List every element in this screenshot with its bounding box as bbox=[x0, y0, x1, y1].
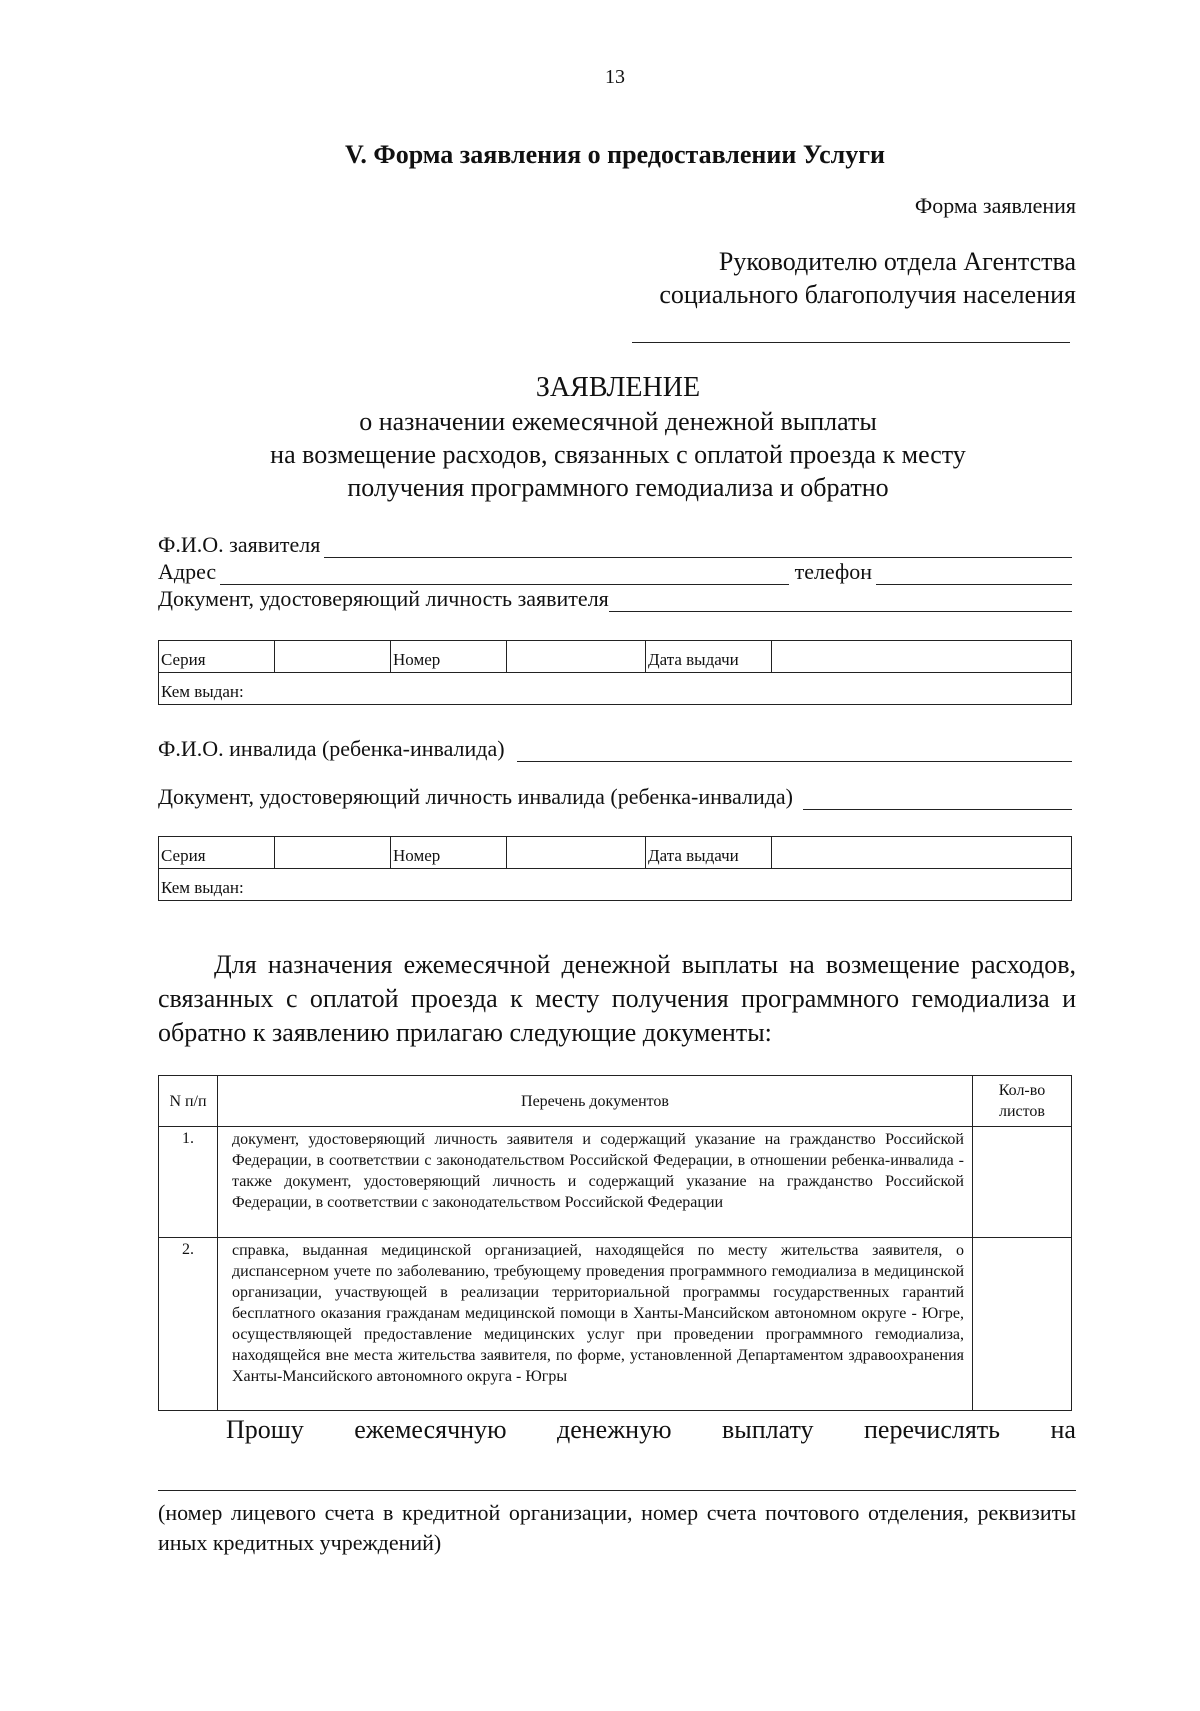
addressee-line-1: Руководителю отдела Агентства bbox=[718, 247, 1076, 276]
table-row bbox=[159, 869, 1072, 901]
series-label: Серия bbox=[159, 837, 275, 869]
row-2-num: 2. bbox=[159, 1238, 218, 1411]
issue-date-cell[interactable] bbox=[772, 641, 1072, 673]
table-row bbox=[159, 837, 1072, 869]
series-label: Серия bbox=[159, 641, 275, 673]
invalid-id-doc-label: Документ, удостоверяющий личность инвалида (ребенка-инвалида) bbox=[158, 784, 794, 809]
table-row bbox=[159, 641, 1072, 673]
request-word-1: Прошу bbox=[226, 1415, 304, 1444]
request-word-5: перечислять bbox=[864, 1415, 1001, 1444]
invalid-name-field[interactable] bbox=[517, 741, 1072, 762]
issue-date-label: Дата выдачи bbox=[646, 641, 772, 673]
row-1-sheets[interactable] bbox=[973, 1127, 1072, 1238]
applicant-id-doc-field[interactable] bbox=[609, 591, 1072, 612]
applicant-id-doc-label: Документ, удостоверяющий личность заявителя bbox=[158, 586, 609, 611]
number-label: Номер bbox=[391, 641, 507, 673]
applicant-id-table bbox=[158, 640, 1072, 705]
applicant-id-doc-row bbox=[158, 582, 1072, 612]
document-title: ЗАЯВЛЕНИЕ bbox=[535, 372, 701, 403]
account-note: (номер лицевого счета в кредитной организации, номер счета почтового отделения, реквизиты иных кредитных учреждений) bbox=[158, 1500, 1076, 1555]
row-1-text: документ, удостоверяющий личность заявителя и содержащий указание на гражданство Российской Федерации, в соответствии с законодательством Российской Федерации, в отношении ребенка-инвалида - также документ, удостоверяющий личность и содержащий указание на гражданство Российской Федерации, в соответствии с законодательством Российской Федерации bbox=[218, 1127, 973, 1238]
phone-label: телефон bbox=[794, 559, 872, 584]
row-2-sheets[interactable] bbox=[973, 1238, 1072, 1411]
addressee-line-2: социального благополучия населения bbox=[659, 280, 1076, 309]
header-sheets: Кол-во листов bbox=[973, 1076, 1072, 1127]
row-1-num: 1. bbox=[159, 1127, 218, 1238]
documents-paragraph: Для назначения ежемесячной денежной выплаты на возмещение расходов, связанных с оплатой проезда к месту получения программного гемодиализа и обратно к заявлению прилагаю следующие документы: bbox=[158, 950, 1076, 1047]
addressee-block bbox=[556, 245, 1076, 311]
subtitle-line-2: на возмещение расходов, связанных с оплатой проезда к месту bbox=[270, 440, 966, 469]
row-2-text: справка, выданная медицинской организацией, находящейся по месту жительства заявителя, о диспансерном учете по заболеванию, требующему проведения программного гемодиализа в медицинской организации, участвующей в реализации территориальной программы государственных гарантий бесплатного оказания гражданам медицинской помощи в Ханты-Мансийском автономном округе - Югре, осуществляющей предоставление медицинских услуг при проведении программного гемодиализа, находящейся вне места жительства заявителя, по форме, установленной Департаментом здравоохранения Ханты-Мансийского автономного округа - Югры bbox=[218, 1238, 973, 1411]
subtitle-line-3: получения программного гемодиализа и обратно bbox=[347, 473, 889, 502]
invalid-id-doc-row bbox=[158, 780, 1072, 810]
request-line bbox=[158, 1415, 1076, 1445]
table-row bbox=[159, 1127, 1072, 1238]
invalid-name-label: Ф.И.О. инвалида (ребенка-инвалида) bbox=[158, 736, 505, 761]
applicant-name-label: Ф.И.О. заявителя bbox=[158, 532, 321, 557]
invalid-id-doc-field[interactable] bbox=[803, 789, 1072, 810]
table-row bbox=[159, 1238, 1072, 1411]
page-number: 13 bbox=[605, 66, 625, 88]
account-field[interactable] bbox=[158, 1490, 1076, 1491]
series-cell[interactable] bbox=[275, 837, 391, 869]
invalid-id-table bbox=[158, 836, 1072, 901]
subtitle-line-1: о назначении ежемесячной денежной выплаты bbox=[359, 407, 877, 436]
series-cell[interactable] bbox=[275, 641, 391, 673]
header-list: Перечень документов bbox=[218, 1076, 973, 1127]
request-word-3: денежную bbox=[557, 1415, 672, 1444]
request-word-2: ежемесячную bbox=[354, 1415, 507, 1444]
form-label: Форма заявления bbox=[914, 193, 1076, 218]
applicant-name-row bbox=[158, 528, 1072, 558]
address-row bbox=[158, 555, 1072, 585]
address-label: Адрес bbox=[158, 559, 217, 584]
request-word-6: на bbox=[1050, 1415, 1076, 1444]
issued-by-cell[interactable]: Кем выдан: bbox=[159, 869, 1072, 901]
document-subtitle bbox=[0, 405, 1200, 504]
documents-table bbox=[158, 1075, 1072, 1411]
addressee-blank-line[interactable] bbox=[632, 342, 1070, 343]
section-title: V. Форма заявления о предоставлении Услуги bbox=[344, 140, 886, 169]
number-cell[interactable] bbox=[507, 641, 646, 673]
header-num: N п/п bbox=[159, 1076, 218, 1127]
issued-by-cell[interactable]: Кем выдан: bbox=[159, 673, 1072, 705]
table-header-row bbox=[159, 1076, 1072, 1127]
issue-date-cell[interactable] bbox=[772, 837, 1072, 869]
number-label: Номер bbox=[391, 837, 507, 869]
issue-date-label: Дата выдачи bbox=[646, 837, 772, 869]
invalid-name-row bbox=[158, 732, 1072, 762]
request-word-4: выплату bbox=[722, 1415, 814, 1444]
number-cell[interactable] bbox=[507, 837, 646, 869]
table-row bbox=[159, 673, 1072, 705]
